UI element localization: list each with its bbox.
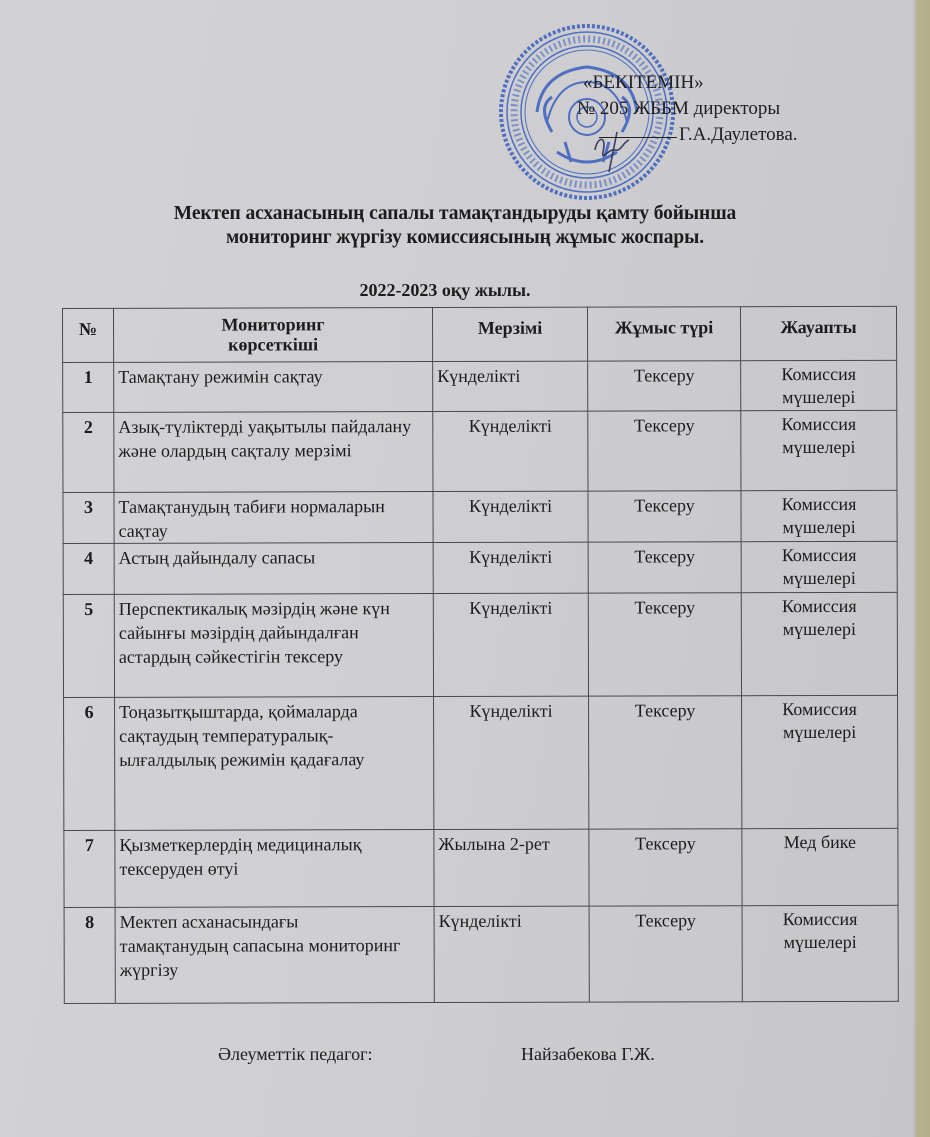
cell-no: 5 — [63, 594, 114, 697]
cell-responsible — [741, 541, 897, 592]
cell-no: 8 — [64, 907, 115, 1003]
cell-no: 4 — [63, 543, 114, 594]
responsible-text: Мед бике — [783, 831, 857, 853]
header-no: № — [63, 308, 114, 362]
cell-work-type: Тексеру — [589, 829, 742, 906]
responsible-text: Комиссия мүшелері — [782, 698, 857, 743]
cell-term: Күнделікті — [433, 491, 588, 542]
cell-indicator: Тамақтанудың табиғи нормаларын сақтау — [114, 492, 433, 544]
cell-work-type: Тексеру — [588, 491, 741, 542]
cell-indicator: Азық-түліктерді уақытылы пайдалану және олардың сақталу мерзімі — [114, 412, 433, 493]
header-indicator — [114, 308, 433, 363]
paper-edge-background — [916, 0, 930, 1137]
cell-work-type: Тексеру — [588, 411, 741, 491]
cell-no: 7 — [64, 830, 115, 907]
signature-line — [599, 137, 677, 138]
cell-responsible — [741, 490, 897, 541]
cell-term: Күнделікті — [433, 542, 588, 593]
cell-indicator: Қызметкерлердің медициналық тексеруден өтуі — [115, 830, 434, 908]
header-indicator-line1: Мониторинг — [221, 314, 325, 335]
cell-term: Күнделікті — [433, 361, 588, 411]
header-responsible: Жауапты — [740, 306, 896, 360]
cell-indicator: Мектеп асханасындағы тамақтанудың сапасына мониторинг жүргізу — [115, 907, 434, 1004]
approval-heading: «БЕКІТЕМІН» — [583, 72, 704, 93]
cell-term: Күнделікті — [433, 593, 588, 696]
table-row — [63, 360, 897, 412]
header-indicator-line2: көрсеткіші — [228, 334, 319, 355]
cell-work-type: Тексеру — [588, 542, 741, 593]
table-row — [63, 410, 897, 492]
cell-work-type: Тексеру — [589, 696, 742, 829]
cell-indicator: Тамақтану режимін сақтау — [114, 362, 433, 413]
responsible-text: Комиссия мүшелері — [781, 413, 857, 458]
approval-block — [577, 70, 798, 148]
cell-work-type: Тексеру — [588, 593, 741, 696]
document-title — [0, 202, 930, 250]
responsible-text: Комиссия мүшелері — [781, 544, 857, 589]
table-row — [64, 828, 898, 907]
work-plan-table — [62, 306, 899, 1004]
cell-no: 1 — [63, 362, 114, 412]
cell-work-type: Тексеру — [589, 906, 742, 1002]
responsible-text: Комиссия мүшелері — [781, 595, 857, 640]
responsible-text: Комиссия мүшелері — [782, 908, 858, 953]
table-row — [63, 541, 897, 594]
table-row — [63, 592, 897, 697]
cell-work-type: Тексеру — [588, 361, 741, 411]
academic-year: 2022-2023 оқу жылы. — [359, 280, 531, 300]
cell-responsible — [742, 695, 898, 828]
cell-responsible — [741, 410, 897, 490]
footer-name: Найзабекова Г.Ж. — [521, 1044, 655, 1064]
table-header-row — [63, 306, 897, 362]
cell-indicator: Астың дайындалу сапасы — [114, 543, 433, 595]
cell-no: 2 — [63, 412, 114, 492]
header-work-type: Жұмыс түрі — [587, 307, 740, 361]
cell-term: Күнделікті — [434, 696, 589, 829]
title-line-1: Мектеп асханасының сапалы тамақтандыруды қамту бойынша — [173, 203, 737, 224]
title-line-2: мониторинг жүргізу комиссиясының жұмыс жоспары. — [225, 227, 705, 248]
cell-term: Жылына 2-рет — [434, 829, 589, 906]
cell-indicator: Тоңазытқыштарда, қоймаларда сақтаудың температуралық-ылғалдылық режимін қадағалау — [115, 697, 434, 831]
approval-signature-line — [599, 122, 798, 148]
cell-indicator: Перспектикалық мәзірдің және күн сайынғы мәзірдің дайындалған астардың сәйкестігін тексеру — [114, 594, 433, 698]
responsible-text: Комиссия мүшелері — [781, 493, 857, 538]
cell-responsible — [741, 360, 897, 410]
cell-no: 6 — [64, 697, 115, 830]
approval-position: № 205 ЖББМ директоры — [577, 98, 781, 119]
cell-responsible — [742, 905, 898, 1001]
table-row — [64, 905, 898, 1003]
cell-responsible — [742, 828, 898, 905]
director-name: Г.А.Даулетова. — [679, 124, 798, 145]
page-shadow — [912, 0, 916, 1137]
cell-term: Күнделікті — [434, 906, 589, 1002]
cell-term: Күнделікті — [433, 411, 588, 491]
table-row — [63, 490, 897, 543]
cell-no: 3 — [63, 492, 114, 543]
table-row — [64, 695, 898, 830]
header-term: Мерзімі — [433, 307, 588, 361]
responsible-text: Комиссия мүшелері — [781, 363, 857, 408]
footer-role: Әлеуметтік педагог: — [218, 1044, 373, 1064]
cell-responsible — [741, 592, 897, 695]
